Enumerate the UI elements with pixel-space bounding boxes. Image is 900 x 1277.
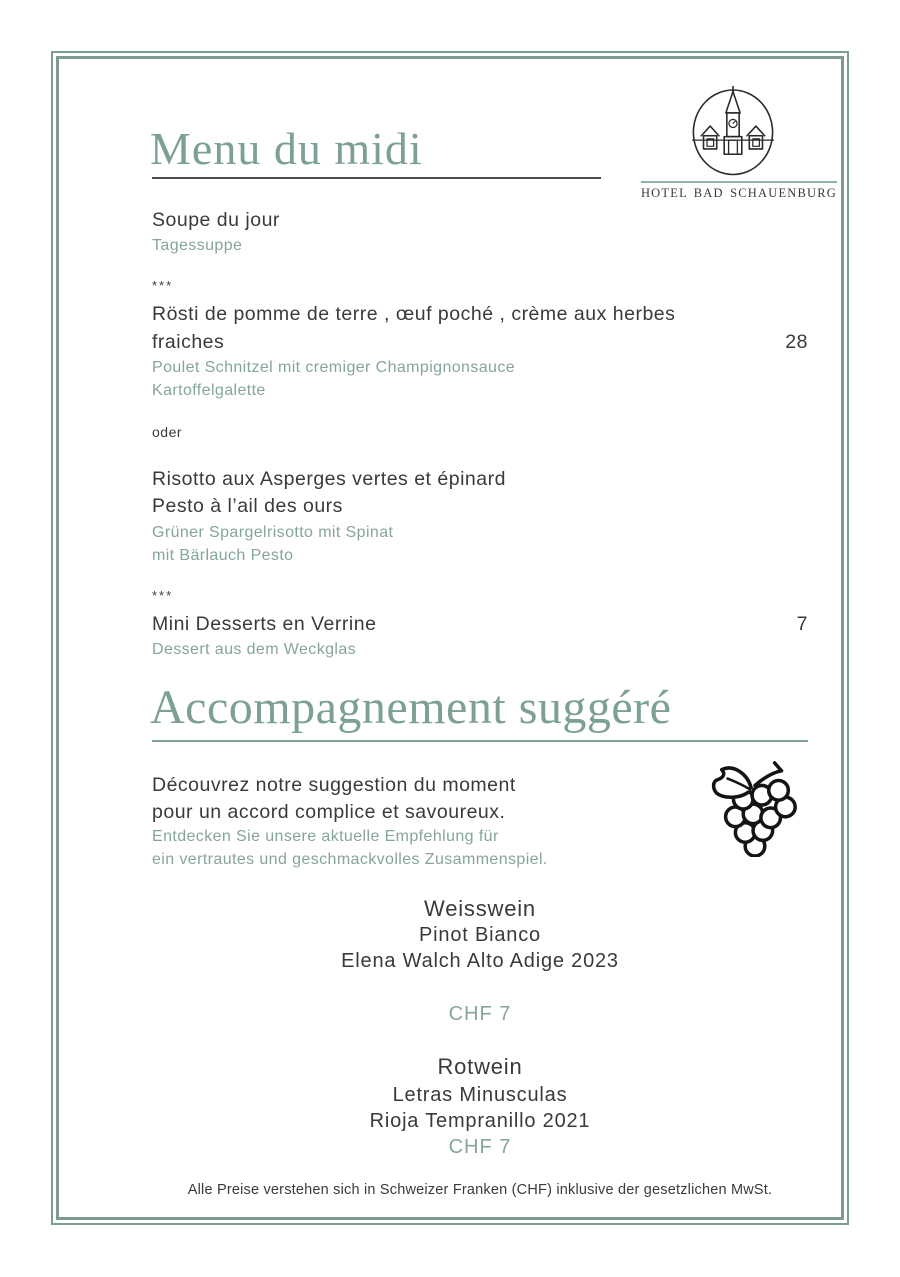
dish-dessert-name: Mini Desserts en Verrine [152, 613, 377, 635]
dish-soup-translation: Tagessuppe [152, 237, 243, 254]
dish-alt-main-translation [152, 522, 808, 567]
dish-main-translation [152, 357, 808, 402]
course-separator: *** [152, 588, 174, 603]
pairing-section-underline [152, 740, 808, 742]
pairing-intro-de-line2: ein vertrautes und geschmackvolles Zusammenspiel. [152, 851, 548, 868]
wine-white-producer: Elena Walch Alto Adige 2023 [341, 950, 619, 972]
pairing-intro-fr [152, 772, 712, 826]
wine-red-name: Letras Minusculas [392, 1084, 568, 1106]
wine-red-producer: Rioja Tempranillo 2021 [369, 1110, 591, 1132]
pairing-intro-fr-line2: pour un accord complice et savoureux. [152, 801, 506, 823]
dish-main-price: 28 [785, 331, 808, 353]
dish-main-price-row [152, 328, 808, 356]
dish-soup-name: Soupe du jour [152, 209, 280, 231]
dish-alt-main [152, 466, 808, 520]
wine-white-category: Weisswein [424, 896, 536, 921]
dish-dessert-price: 7 [796, 613, 808, 635]
dish-main-translation-line2: Kartoffelgalette [152, 381, 266, 399]
dish-main-name-line2: fraiches [152, 331, 225, 353]
dish-alt-main-translation-line2: mit Bärlauch Pesto [152, 546, 294, 564]
dish-dessert [152, 610, 808, 638]
dish-alt-main-name-line2: Pesto à l’ail des ours [152, 495, 343, 517]
dish-main-name-line1: Rösti de pomme de terre , œuf poché , crème aux herbes [152, 303, 676, 325]
wine-white-name: Pinot Bianco [419, 924, 541, 946]
wine-red-category: Rotwein [437, 1054, 523, 1079]
dish-main-translation-line1: Poulet Schnitzel mit cremiger Champignonsauce [152, 359, 516, 376]
wine-red-price: CHF 7 [448, 1136, 512, 1158]
price-disclaimer: Alle Preise verstehen sich in Schweizer Franken (CHF) inklusive der gesetzlichen MwSt. [187, 1182, 773, 1198]
wine-white-price: CHF 7 [448, 1003, 512, 1025]
logo-divider [641, 181, 837, 183]
hotel-crest-icon [689, 86, 777, 182]
hotel-name: HOTEL BAD SCHAUENBURG [640, 186, 838, 200]
grapes-icon [706, 757, 804, 857]
pairing-intro-fr-line1: Découvrez notre suggestion du moment [152, 774, 516, 796]
pairing-intro-de [152, 825, 712, 871]
dish-main [152, 300, 808, 356]
course-separator: *** [152, 278, 174, 293]
or-label: oder [152, 424, 183, 440]
pairing-section-title: Accompagnement suggéré [150, 681, 672, 734]
page-title: Menu du midi [150, 123, 423, 174]
title-underline [152, 177, 601, 179]
dish-dessert-translation: Dessert aus dem Weckglas [152, 641, 357, 658]
dish-alt-main-name-line1: Risotto aux Asperges vertes et épinard [152, 468, 506, 490]
pairing-intro-de-line1: Entdecken Sie unsere aktuelle Empfehlung für [152, 828, 499, 845]
dish-alt-main-translation-line1: Grüner Spargelrisotto mit Spinat [152, 524, 394, 541]
